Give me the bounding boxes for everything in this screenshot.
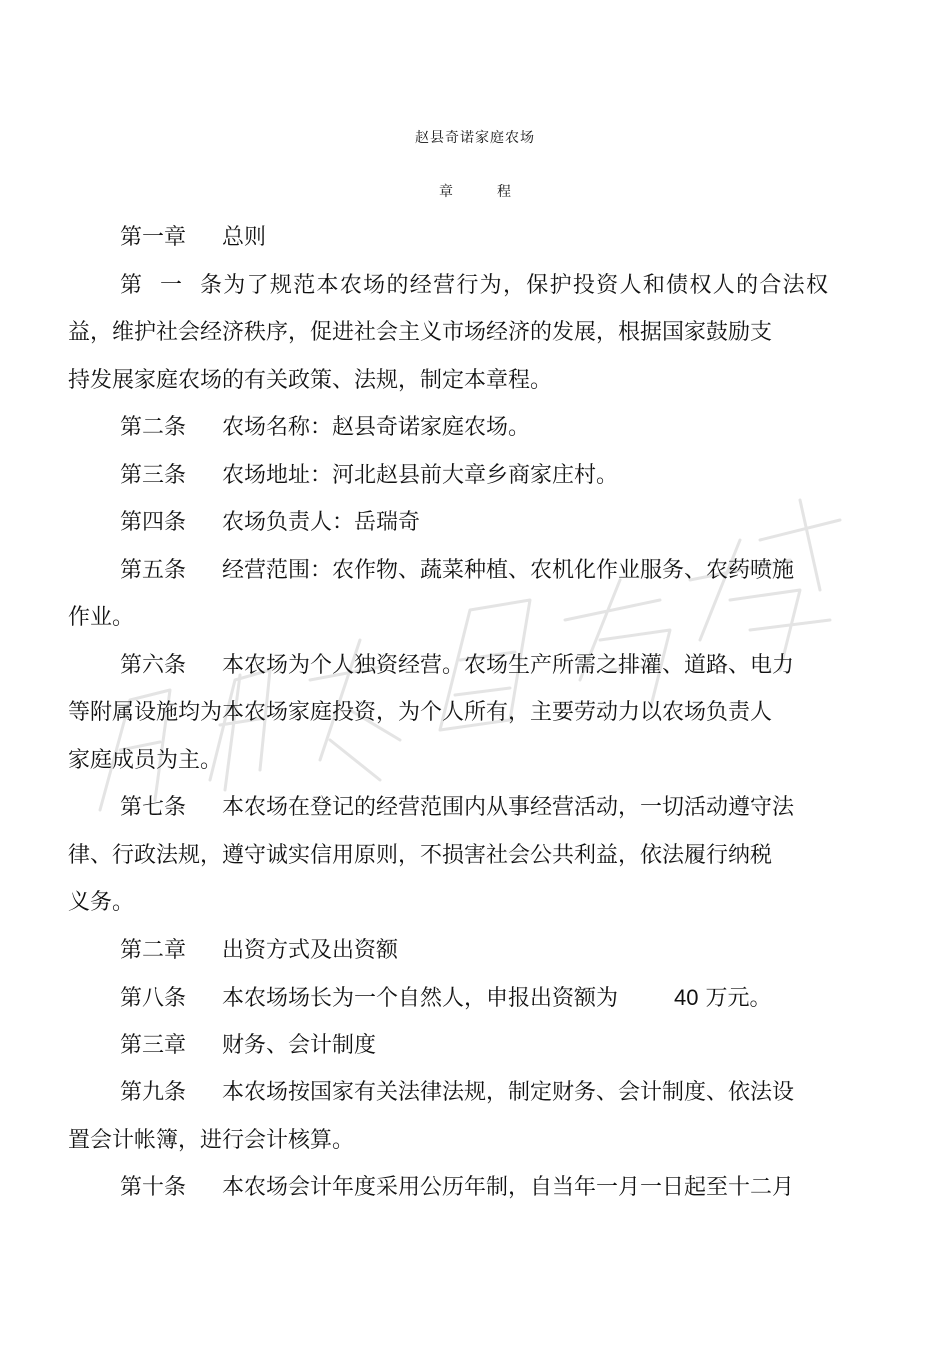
article-7-line-3: 义务。 xyxy=(68,890,135,915)
article-3 xyxy=(68,452,828,500)
article-text: 农场名称：赵县奇诺家庭农场。 xyxy=(222,415,531,440)
article-8 xyxy=(68,974,828,1022)
chapter-2-heading xyxy=(68,927,828,975)
article-4 xyxy=(68,499,828,547)
article-text: 本农场在登记的经营范围内从事经营活动，一切活动遵守法 xyxy=(222,795,795,820)
article-5-line-2: 作业。 xyxy=(68,605,135,630)
article-10-line-1 xyxy=(68,1164,828,1212)
chapter-title: 财务、会计制度 xyxy=(222,1032,377,1058)
article-text: 本农场为个人独资经营。农场生产所需之排灌、道路、电力 xyxy=(222,652,795,678)
article-1-line-2: 益，维护社会经济秩序，促进社会主义市场经济的发展，根据国家鼓励支 xyxy=(68,320,773,345)
article-label: 第三条 xyxy=(120,462,187,488)
article-text: 本农场按国家有关法律法规，制定财务、会计制度、依法设 xyxy=(222,1080,795,1105)
article-1-line-1 xyxy=(68,262,828,310)
article-label: 第十条 xyxy=(120,1175,187,1200)
article-label: 第七条 xyxy=(120,795,187,820)
article-label: 第八条 xyxy=(120,986,187,1011)
article-7-line-2: 律、行政法规，遵守诚实信用原则，不损害社会公共利益，依法履行纳税 xyxy=(68,842,773,868)
article-label: 第一条 xyxy=(120,272,222,298)
article-text: 本农场场长为一个自然人，申报出资额为 xyxy=(222,986,619,1011)
article-text: 为了规范本农场的经营行为，保护投资人和债权人的合法权 xyxy=(222,272,828,298)
chapter-3-heading xyxy=(68,1022,828,1070)
article-label: 第六条 xyxy=(120,652,187,678)
article-2 xyxy=(68,404,828,452)
investment-amount: 40 xyxy=(674,985,699,1010)
document-body xyxy=(68,214,828,1212)
article-9-line-2: 置会计帐簿，进行会计核算。 xyxy=(68,1127,355,1153)
article-text: 农场负责人：岳瑞奇 xyxy=(222,510,421,535)
subtitle-char-1: 章 xyxy=(439,184,453,200)
chapter-label: 第二章 xyxy=(120,937,187,963)
article-6-line-1 xyxy=(68,642,828,690)
chapter-title: 总则 xyxy=(222,225,267,250)
chapter-1-heading xyxy=(68,214,828,262)
subtitle-char-2: 程 xyxy=(497,184,511,200)
document-title: 赵县奇诺家庭农场 xyxy=(415,130,535,146)
article-label: 第四条 xyxy=(120,510,187,535)
article-text: 农场地址：河北赵县前大章乡商家庄村。 xyxy=(222,462,619,488)
article-5-line-1 xyxy=(68,547,828,595)
article-label: 第九条 xyxy=(120,1080,187,1105)
article-6-line-2: 等附属设施均为本农场家庭投资，为个人所有，主要劳动力以农场负责人 xyxy=(68,700,773,725)
chapter-title: 出资方式及出资额 xyxy=(222,937,399,963)
article-text: 本农场会计年度采用公历年制，自当年一月一日起至十二月 xyxy=(222,1175,795,1200)
chapter-label: 第一章 xyxy=(120,225,187,250)
article-7-line-1 xyxy=(68,784,828,832)
chapter-label: 第三章 xyxy=(120,1032,187,1058)
article-label: 第五条 xyxy=(120,557,187,583)
document-subtitle xyxy=(0,181,950,201)
amount-unit: 万元。 xyxy=(705,986,772,1011)
article-6-line-3: 家庭成员为主。 xyxy=(68,747,223,773)
article-label: 第二条 xyxy=(120,415,187,440)
article-text: 经营范围：农作物、蔬菜种植、农机化作业服务、农药喷施 xyxy=(222,557,795,583)
article-1-line-3: 持发展家庭农场的有关政策、法规，制定本章程。 xyxy=(68,367,553,393)
article-9-line-1 xyxy=(68,1069,828,1117)
